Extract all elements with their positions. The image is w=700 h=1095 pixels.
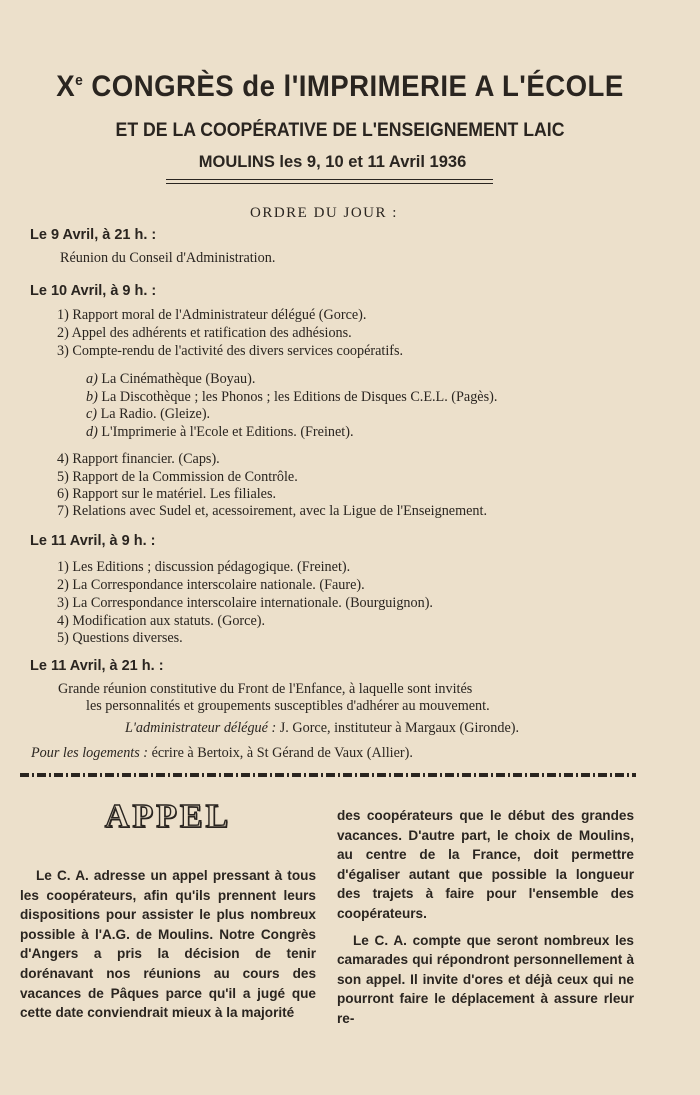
agenda-line: Grande réunion constitutive du Front de l'Enfance, à laquelle sont invités (58, 681, 473, 697)
agenda-item: 2) La Correspondance interscolaire nationale. (Faure). (57, 577, 365, 593)
header-rule-thin (166, 183, 493, 184)
header-rule (166, 179, 493, 180)
agenda-item: 2) Appel des adhérents et ratification des adhésions. (57, 325, 352, 341)
agenda-item: 4) Modification aux statuts. (Gorce). (57, 613, 266, 629)
agenda-item: 5) Questions diverses. (57, 630, 183, 646)
agenda-item: 3) Compte-rendu de l'activité des divers services coopératifs. (57, 343, 404, 359)
day-label-11-avril-matin: Le 11 Avril, à 9 h. : (30, 533, 156, 549)
lodging-note: Pour les logements : écrire à Bertoix, à St Gérand de Vaux (Allier). (31, 745, 413, 761)
agenda-item: 1) Rapport moral de l'Administrateur délégué (Gorce). (57, 307, 367, 323)
appel-paragraph: Le C. A. adresse un appel pressant à tous les coopérateurs, afin qu'ils prennent leurs dispositions pour assister le plus nombreux possible à l'A.G. de Moulins. Notre Congrès d'Angers a pris la décision de tenir dorénavant nos réunions au cours des vacances de Pâques parce qu'il a jugé que cette date conviendrait mieux à la majorité (20, 868, 316, 1021)
agenda-item: 6) Rapport sur le matériel. Les filiales. (57, 486, 277, 502)
agenda-item: Réunion du Conseil d'Administration. (60, 250, 276, 266)
agenda-item: 3) La Correspondance interscolaire internationale. (Bourguignon). (57, 595, 433, 611)
signature: L'administrateur délégué : J. Gorce, instituteur à Margaux (Gironde). (125, 720, 520, 736)
appel-paragraph: Le C. A. compte que seront nombreux les camarades qui répondront personnellement à son appel. Il invite d'ores et déjà ceux qui ne pourront faire le déplacement à assure rleur re- (337, 932, 634, 1026)
agenda-subitem: b) La Discothèque ; les Phonos ; les Editions de Disques C.E.L. (Pagès). (86, 389, 498, 405)
page-title: Xe CONGRÈS de l'IMPRIMERIE A L'ÉCOLE (56, 70, 624, 103)
appel-left-column (20, 866, 316, 1023)
appel-paragraph: des coopérateurs que le début des grandes vacances. D'autre part, le choix de Moulins, au centre de la France, doit permettre d'égaliser autant que possible la longueur des trajets à faire pour l'ensemble des coopérateurs. (337, 808, 634, 921)
dateline: MOULINS les 9, 10 et 11 Avril 1936 (198, 153, 467, 171)
appel-title: APPEL (104, 798, 232, 835)
agenda-item: 1) Les Editions ; discussion pédagogique. (Freinet). (57, 559, 351, 575)
day-label-9-avril: Le 9 Avril, à 21 h. : (30, 227, 157, 243)
agenda-line: les personnalités et groupements susceptibles d'adhérer au mouvement. (86, 698, 490, 714)
page-subtitle: ET DE LA COOPÉRATIVE DE L'ENSEIGNEMENT LAIC (115, 120, 565, 141)
agenda-item: 7) Relations avec Sudel et, acessoirement, avec la Ligue de l'Enseignement. (57, 503, 487, 519)
agenda-subitem: a) La Cinémathèque (Boyau). (86, 371, 256, 387)
appel-right-column (337, 806, 634, 1029)
day-label-11-avril-soir: Le 11 Avril, à 21 h. : (30, 658, 164, 674)
agenda-subitem: c) La Radio. (Gleize). (86, 406, 211, 422)
agenda-heading: ORDRE DU JOUR : (250, 205, 398, 221)
agenda-item: 4) Rapport financier. (Caps). (57, 451, 220, 467)
section-divider (20, 773, 636, 777)
day-label-10-avril: Le 10 Avril, à 9 h. : (30, 283, 157, 299)
agenda-subitem: d) L'Imprimerie à l'Ecole et Editions. (Freinet). (86, 424, 354, 440)
agenda-item: 5) Rapport de la Commission de Contrôle. (57, 469, 298, 485)
